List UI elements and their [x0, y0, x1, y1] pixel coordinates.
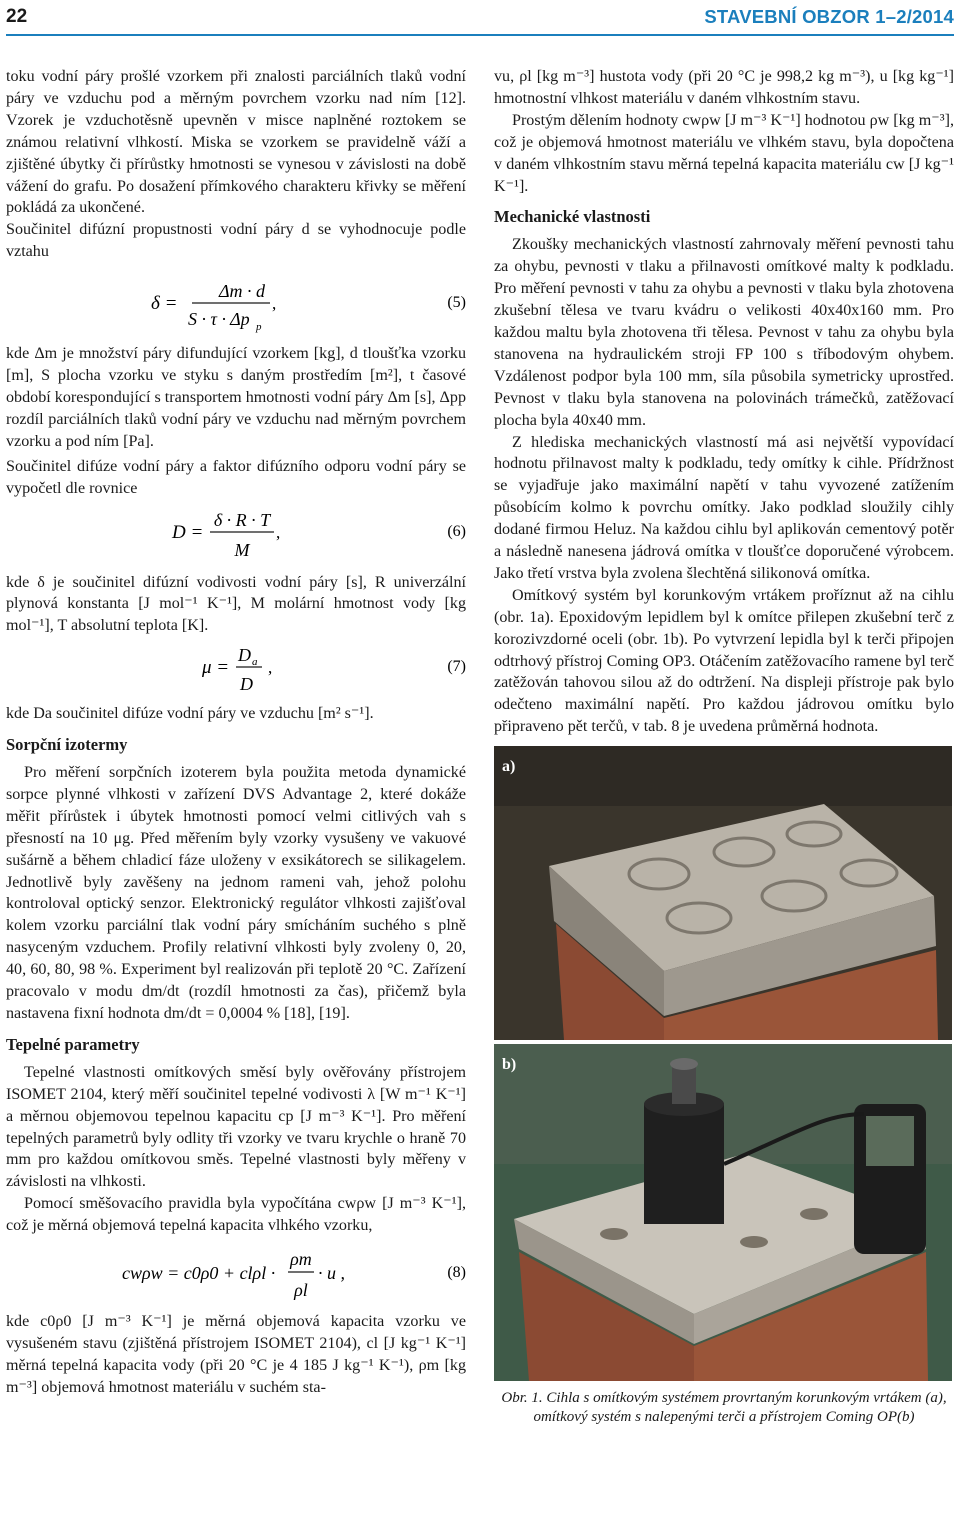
paragraph: toku vodní páry prošlé vzorkem při znalosti parciálních tlaků vodní páry ve vzduchu pod a měrným povrchem vzorku nad ním [12]. Vzorek je vzduchotěsně upevněn v misce naplněné roztokem se známou relativní vlhkostí. Miska se vzorkem se pravidelně váží a zjištěné úbytky či přírůstky hmotnosti se vynesou v závislosti na době vážení do grafu. Po dosažení přímkového charakteru křivky se měření pokládá za ukončené.: [6, 68, 466, 217]
eq6-comma: ,: [276, 522, 281, 542]
equation-8: [6, 1245, 466, 1307]
eq7-numerator: D: [238, 645, 251, 666]
equation-5: [6, 267, 466, 339]
eq5-number: (5): [447, 294, 466, 312]
paragraph: kde δ je součinitel difúzní vodivosti vodní páry [s], R univerzální plynová konstanta [J mol⁻¹ K⁻¹], M molární hmotnost vody [kg mol⁻¹], T absolutní teplota [K].: [6, 573, 466, 635]
eq6-number: (6): [447, 522, 466, 540]
figure-label-a: a): [502, 758, 516, 776]
eq7-denominator: D: [240, 674, 253, 695]
paragraph: Prostým dělením hodnoty cwρw [J m⁻³ K⁻¹] hodnotou ρw [kg m⁻³], což je objemová hmotnost materiálu ve vlhkém stavu, byla dopočtena v daném vlhkostním stavu měrná tepelná kapacita materiálu cw [J kg⁻¹ K⁻¹].: [494, 111, 954, 195]
eq6-lhs: D =: [172, 521, 204, 543]
equation-6: [6, 504, 466, 568]
eq8-number: (8): [447, 1264, 466, 1282]
eq5-numerator: Δm · d: [218, 281, 266, 302]
eq5-denominator: S · τ · Δp: [188, 309, 250, 330]
paragraph: Zkoušky mechanických vlastností zahrnovaly měření pevnosti tahu za ohybu, pevnosti v tlaku a přilnavosti omítkové malty k podkladu. Pro měření pevnosti v tahu za ohybu a pevnosti v tlaku byla zhotovena zkušební tělesa ve tvaru kvádru o velikosti 40x40x160 mm. Pro každou maltu byla zhotovena tři tělesa. Pevnost v tahu za ohybu byla stanovena na hydraulickém stroji FP 100 s tříbodovým ohybem. Vzdálenost podpor byla 100 mm, síla působila symetricky uprostřed. Pevnost v tlaku byla stanovena na polovinách trámečků, zatěžovací plocha byla 40x40 mm.: [494, 236, 954, 429]
right-column: [494, 66, 954, 1427]
paragraph: Součinitel difúze vodní páry a faktor difúzního odporu vodní páry se vypočetl dle rovnice: [6, 457, 466, 497]
eq8-denominator: ρl: [294, 1280, 308, 1301]
eq7-num-sub: a: [252, 656, 258, 669]
eq6-denominator: M: [234, 539, 250, 560]
page-header: [0, 0, 960, 36]
journal-title: STAVEBNÍ OBZOR 1–2/2014: [704, 6, 954, 27]
eq7-lhs: μ =: [202, 657, 230, 679]
paragraph: kde Da součinitel difúze vodní páry ve vzduchu [m² s⁻¹].: [6, 705, 374, 723]
equation-7: [6, 641, 466, 699]
left-column: [6, 66, 466, 1399]
section-heading-sorpcni: Sorpční izotermy: [6, 735, 128, 755]
header-rule: [6, 34, 954, 36]
eq5-lhs: δ =: [151, 293, 178, 315]
paragraph: vu, ρl [kg m⁻³] hustota vody (při 20 °C je 998,2 kg m⁻³), u [kg kg⁻¹] hmotnostní vlhkost materiálu v daném vlhkostním stavu.: [494, 68, 954, 107]
paragraph: Z hlediska mechanických vlastností má asi největší vypovídací hodnotu přilnavost malty k podkladu, tedy omítky k cihle. Přídržnost se vyjadřuje jako maximální napětí v tahu vyvozené zatížením působícím kolmo k povrchu omítky. Jako podklad sloužily cihly dodané firmou Heluz. Na každou cihlu byl aplikován cementový potěr a následně nanesena jádrová omítka v tloušťce doporučené výrobcem. Jako třetí vrstva byla zvolena šlechtěná silikonová omítka.: [494, 433, 954, 582]
paragraph: kde c0ρ0 [J m⁻³ K⁻¹] je měrná objemová kapacita vzorku ve vysušeném stavu (zjištěná přístrojem ISOMET 2104), cl [J kg⁻¹ K⁻¹] měrná tepelná kapacita vody (při 20 °C je 4 185 J kg⁻¹ K⁻¹), ρm [kg m⁻³] objemová hmotnost materiálu v suchém sta-: [6, 1313, 466, 1396]
eq5-comma: ,: [272, 294, 277, 314]
page-number: 22: [6, 6, 28, 27]
figure-1b-photo: [494, 1044, 952, 1381]
pull-off-tester-image: [494, 1044, 952, 1381]
eq6-numerator: δ · R · T: [213, 509, 271, 530]
figure-caption: Obr. 1. Cihla s omítkovým systémem provrtaným korunkovým vrtákem (a), omítkový systém s nalepenými terči a přístrojem Coming OP(b): [501, 1390, 947, 1426]
eq7-number: (7): [447, 658, 466, 676]
paragraph: Pro měření sorpčních izoterem byla použita metoda dynamické sorpce plynné vlhkosti v zařízení DVS Advantage 2, které dokáže měřit přírůstek i úbytek hmotnosti pomocí velmi citlivých vah s přesností na 10 μg. Před měřením byly vzorky vysušeny ve vakuové sušárně a během chladicí fáze uloženy v exsikátorech se silikagelem. Jednotlivě byly zavěšeny na jednom rameni vah, jehož polohu kontroloval optický senzor. Elektronický regulátor vlhkosti zajišťoval kolem vzorku parciální tlak vodní páry smícháním suchého s plně nasyceným vzduchem. Profily relativní vlhkosti byly zvoleny 0, 20, 40, 60, 80, 98 %. Experiment byl realizován při teplotě 20 °C. Zařízení pracovalo v modu dm/dt (rozdíl hmotnosti za čas), přičemž byla nastavena fixní hodnota dm/dt = 0,0004 % [18], [19].: [6, 764, 466, 1022]
paragraph: Omítkový systém byl korunkovým vrtákem proříznut až na cihlu (obr. 1a). Epoxidovým lepidlem byl k omítce přilepen zkušební terč z korozivzdorné oceli (obr. 1b). Po vytvrzení lepidla byl k terči připojen odtrhový přístroj Coming OP3. Otáčením zatěžovacího ramene byl terč zatěžován tahovou silou až do odtržení. Na displeji přístroje pak bylo odečteno maximální napětí. Pro každou jádrovou omítku bylo připraveno pět terčů, v tab. 8 je uvedena průměrná hodnota.: [494, 586, 954, 736]
eq8-numerator: ρm: [290, 1249, 312, 1270]
eq7-comma: ,: [268, 658, 273, 678]
section-heading-mechanicke: Mechanické vlastnosti: [494, 207, 651, 227]
brick-with-drilled-plaster-image: [494, 746, 952, 1040]
eq8-expression: cwρw = c0ρ0 + clρl ·: [122, 1263, 276, 1284]
section-heading-tepelne: Tepelné parametry: [6, 1034, 140, 1054]
paragraph: Tepelné vlastnosti omítkových směsí byly ověřovány přístrojem ISOMET 2104, který měří součinitel tepelné vodivosti λ [W m⁻¹ K⁻¹] a měrnou objemovou tepelnou kapacitu cp [J m⁻³ K⁻¹]. Pro měření tepelných parametrů byly odlity tři vzorky ve tvaru krychle o hraně 70 mm pro každou omítkovou směs. Tepelné vlastnosti byly měřeny v závislosti na vlhkosti.: [6, 1063, 466, 1191]
eq8-tail: · u ,: [318, 1263, 345, 1284]
paragraph: kde Δm je množství páry difundující vzorkem [kg], d tloušťka vzorku [m], S plocha vzorku ve styku s daným prostředím [m²], t časové období korespondující s transportem hmotnosti vodní páry Δm [s], Δpp rozdíl parciálních tlaků vodní páry ve vzduchu nad měrným povrchem vzorku a pod ním [Pa].: [6, 345, 466, 450]
paragraph: Součinitel difúzní propustnosti vodní páry d se vyhodnocuje podle vztahu: [6, 221, 466, 261]
figure-1a-photo: [494, 746, 952, 1040]
paragraph: Pomocí směšovacího pravidla byla vypočítána cwρw [J m⁻³ K⁻¹], což je měrná objemová tepelná kapacita vlhkého vzorku,: [6, 1195, 466, 1235]
eq5-den-sub: p: [256, 321, 262, 334]
figure-label-b: b): [502, 1056, 517, 1074]
